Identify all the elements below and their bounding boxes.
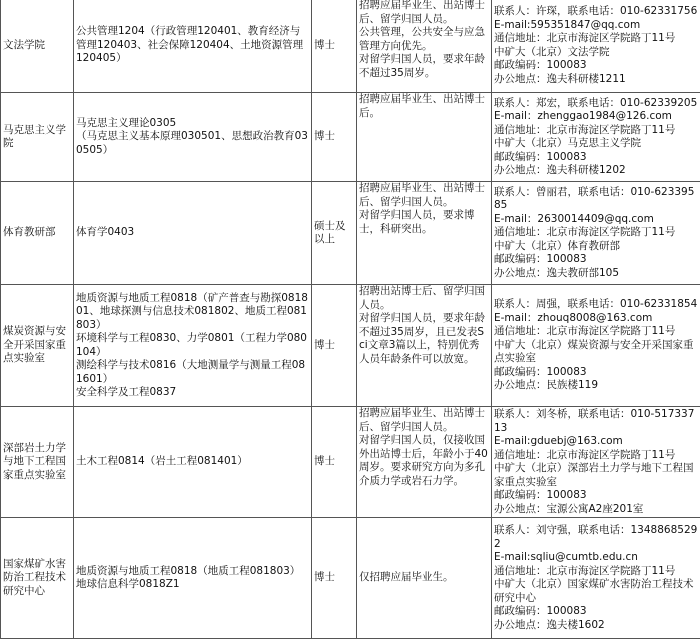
- discipline-cell: 地质资源与地质工程0818（地质工程081803） 地球信息科学0818Z1: [74, 518, 312, 639]
- unit-cell: 体育教研部: [1, 182, 74, 285]
- degree-cell: 博士: [312, 407, 357, 518]
- table-row: [1, 182, 700, 285]
- degree-cell: 博士: [312, 93, 357, 182]
- discipline-cell: 马克思主义理论0305 （马克思主义基本原理030501、思想政治教育030505）: [74, 93, 312, 182]
- unit-cell: 文法学院: [1, 0, 74, 93]
- contact-cell: 联系人：周强，联系电话：010-62331854 E-mail：zhouq8008@163.com 通信地址：北京市海淀区学院路丁11号 中矿大（北京）煤炭资源与安全开采国家重点实验室 邮政编码：100083 办公地点：民族楼119: [492, 285, 700, 407]
- degree-cell: 硕士及以上: [312, 182, 357, 285]
- requirements-cell: 招聘应届毕业生、出站博士后、留学归国人员。 公共管理，公共安全与应急管理方向优先。 对留学归国人员，要求年龄不超过35周岁。: [357, 0, 492, 93]
- requirements-cell: 招聘应届毕业生、出站博士后、留学归国人员。 对留学归国人员，仅接收国外出站博士后，年龄小于40周岁。要求研究方向为多孔介质力学或岩石力学。: [357, 407, 492, 518]
- discipline-cell: 公共管理1204（行政管理120401、教育经济与管理120403、社会保障120404、土地资源管理120405）: [74, 0, 312, 93]
- discipline-cell: 体育学0403: [74, 182, 312, 285]
- table-row: [1, 0, 700, 93]
- unit-cell: 煤炭资源与安全开采国家重点实验室: [1, 285, 74, 407]
- requirements-cell: 招聘应届毕业生、出站博士后。: [357, 93, 492, 182]
- degree-cell: 博士: [312, 285, 357, 407]
- table-row: [1, 518, 700, 639]
- degree-cell: 博士: [312, 518, 357, 639]
- contact-cell: 联系人：刘冬桥，联系电话：010-51733713 E-mail:gduebj@163.com 通信地址：北京市海淀区学院路丁11号 中矿大（北京）深部岩土力学与地下工程国家重点实验室 邮政编码：100083 办公地点：宝源公寓A2座201室: [492, 407, 700, 518]
- unit-cell: 国家煤矿水害防治工程技术研究中心: [1, 518, 74, 639]
- requirements-cell: 招聘出站博士后、留学归国人员。 对留学归国人员，要求年龄不超过35周岁，且已发表Sci文章3篇以上，特别优秀人员年龄条件可以放宽。: [357, 285, 492, 407]
- table-row: [1, 407, 700, 518]
- contact-cell: 联系人：曾丽君，联系电话：010-62339585 E-mail：2630014409@qq.com 通信地址：北京市海淀区学院路丁11号 中矿大（北京）体育教研部 邮政编码：100083 办公地点：逸夫教研部105: [492, 182, 700, 285]
- contact-cell: 联系人：郑宏，联系电话：010-62339205 E-mail：zhenggao1984@126.com 通信地址：北京市海淀区学院路丁11号 中矿大（北京）马克思主义学院 邮政编码：100083 办公地点：逸夫科研楼1202: [492, 93, 700, 182]
- unit-cell: 马克思主义学院: [1, 93, 74, 182]
- requirements-cell: 仅招聘应届毕业生。: [357, 518, 492, 639]
- unit-cell: 深部岩土力学与地下工程国家重点实验室: [1, 407, 74, 518]
- degree-cell: 博士: [312, 0, 357, 93]
- discipline-cell: 地质资源与地质工程0818（矿产普查与勘探081801、地球探测与信息技术081802、地质工程081803） 环境科学与工程0830、力学0801（工程力学080104） 测绘科学与技术0816（大地测量学与测量工程081601） 安全科学及工程0837: [74, 285, 312, 407]
- discipline-cell: 土木工程0814（岩土工程081401）: [74, 407, 312, 518]
- contact-cell: 联系人：许琛，联系电话：010-62331756 E-mail:595351847@qq.com 通信地址：北京市海淀区学院路丁11号 中矿大（北京）文法学院 邮政编码：100083 办公地点：逸夫科研楼1211: [492, 0, 700, 93]
- table-row: [1, 285, 700, 407]
- table-row: [1, 93, 700, 182]
- requirements-cell: 招聘应届毕业生、出站博士后、留学归国人员。 对留学归国人员，要求博士，科研突出。: [357, 182, 492, 285]
- contact-cell: 联系人：刘守强，联系电话：13488685292 E-mail:sqliu@cumtb.edu.cn 通信地址：北京市海淀区学院路丁11号 中矿大（北京）国家煤矿水害防治工程技术研究中心 邮政编码：100083 办公地点：逸夫楼1602: [492, 518, 700, 639]
